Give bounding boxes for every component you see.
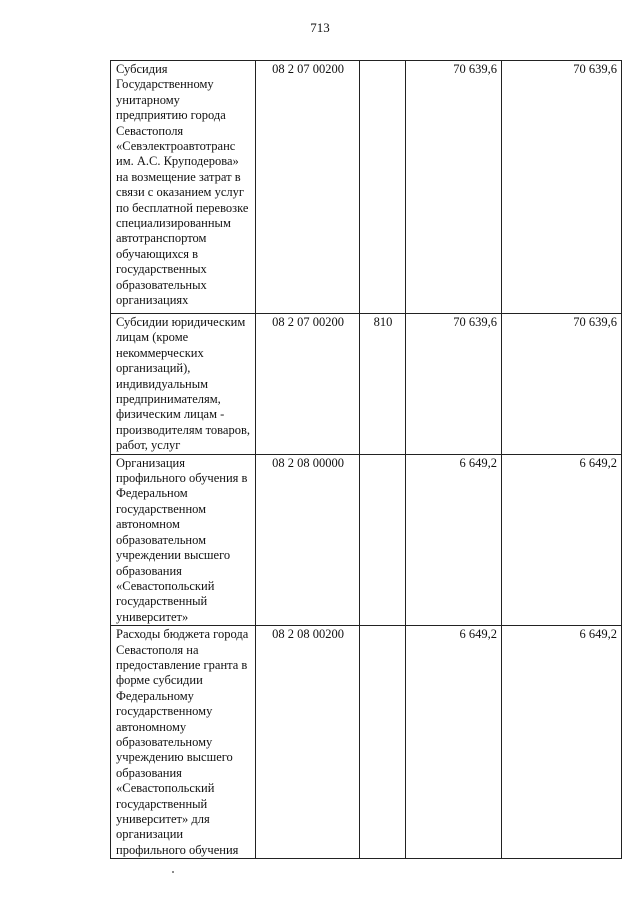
row-code: 08 2 07 00200	[256, 314, 360, 455]
row-value-2: 70 639,6	[502, 314, 622, 455]
table-row	[111, 61, 622, 314]
row-value-1: 6 649,2	[406, 454, 502, 625]
row-code: 08 2 08 00000	[256, 454, 360, 625]
row-expense-type	[360, 454, 406, 625]
row-value-1: 70 639,6	[406, 314, 502, 455]
row-name: Расходы бюджета города Севастополя на предоставление гранта в форме субсидии Федеральному государственному автономному образовательному учреждению высшего образования «Севастопольский государственный университет» для организации профильного обучения	[111, 626, 256, 859]
row-name: Организация профильного обучения в Федеральном государственном автономном образовательном учреждении высшего образования «Севастопольский государственный университет»	[111, 454, 256, 625]
page-number: 713	[310, 20, 330, 35]
table-row	[111, 454, 622, 625]
table-row	[111, 626, 622, 859]
row-name: Субсидия Государственному унитарному предприятию города Севастополя «Севэлектроавтотранс им. А.С. Круподерова» на возмещение затрат в связи с оказанием услуг по бесплатной перевозке специализированным автотранспортом обучающихся в государственных образовательных организациях	[111, 61, 256, 314]
row-value-1: 6 649,2	[406, 626, 502, 859]
row-name: Субсидии юридическим лицам (кроме некоммерческих организаций), индивидуальным предпринимателям, физическим лицам - производителям товаров, работ, услуг	[111, 314, 256, 455]
scan-speck	[172, 871, 174, 873]
row-expense-type	[360, 626, 406, 859]
row-value-2: 6 649,2	[502, 454, 622, 625]
row-value-1: 70 639,6	[406, 61, 502, 314]
table-row	[111, 314, 622, 455]
budget-table	[110, 60, 622, 859]
row-code: 08 2 07 00200	[256, 61, 360, 314]
row-code: 08 2 08 00200	[256, 626, 360, 859]
row-expense-type: 810	[360, 314, 406, 455]
row-value-2: 70 639,6	[502, 61, 622, 314]
row-value-2: 6 649,2	[502, 626, 622, 859]
row-expense-type	[360, 61, 406, 314]
